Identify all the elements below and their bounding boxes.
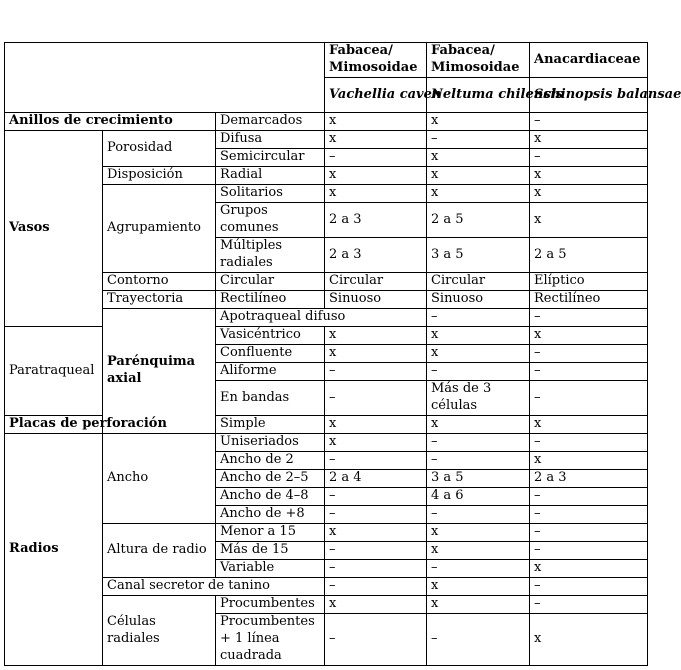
subcategory-trayectoria: Trayectoria [103, 291, 216, 309]
value-cell: – [325, 542, 427, 560]
value-cell: – [325, 614, 427, 666]
feature-solitarios: Solitarios [216, 185, 325, 203]
value-cell: Elíptico [530, 273, 648, 291]
value-cell: – [530, 596, 648, 614]
row-radios-uniseriados [5, 434, 648, 452]
species-header-3: Schinopsis balansae [530, 78, 648, 113]
value-cell: Más de 3 células [427, 381, 530, 416]
value-cell: Circular [325, 273, 427, 291]
value-cell: 3 a 5 [427, 238, 530, 273]
value-cell: 2 a 5 [427, 203, 530, 238]
value-cell: x [530, 203, 648, 238]
value-cell: x [427, 185, 530, 203]
value-cell: x [530, 560, 648, 578]
value-cell: x [427, 524, 530, 542]
family-header-3: Anacardiaceae [530, 43, 648, 78]
value-cell: x [325, 113, 427, 131]
value-cell: – [530, 578, 648, 596]
value-cell: x [427, 113, 530, 131]
category-radios: Radios [5, 434, 103, 666]
header-empty-cell [5, 43, 325, 113]
value-cell: – [530, 149, 648, 167]
feature-multiples-radiales: Múltiples radiales [216, 238, 325, 273]
value-cell: x [427, 149, 530, 167]
feature-circular: Circular [216, 273, 325, 291]
feature-radial: Radial [216, 167, 325, 185]
value-cell: x [530, 614, 648, 666]
feature-rectilineo: Rectilíneo [216, 291, 325, 309]
value-cell: – [530, 113, 648, 131]
value-cell: – [530, 309, 648, 327]
row-parenquima-vasicentrico [5, 327, 648, 345]
value-cell: x [325, 167, 427, 185]
subcategory-agrupamiento: Agrupamiento [103, 185, 216, 273]
subcategory-ancho: Ancho [103, 434, 216, 524]
value-cell: x [427, 345, 530, 363]
value-cell: x [325, 416, 427, 434]
feature-uniseriados: Uniseriados [216, 434, 325, 452]
wood-anatomy-table [4, 42, 681, 666]
category-anillos: Anillos de crecimiento [5, 113, 216, 131]
feature-semicircular: Semicircular [216, 149, 325, 167]
header-family-row [5, 43, 648, 78]
feature-canal-secretor: Canal secretor de tanino [103, 578, 325, 596]
feature-procumbentes-linea: Procumbentes + 1 línea cuadrada [216, 614, 325, 666]
feature-menor-15: Menor a 15 [216, 524, 325, 542]
feature-en-bandas: En bandas [216, 381, 325, 416]
species-header-2: Neltuma chilensis [427, 78, 530, 113]
value-cell: 3 a 5 [427, 470, 530, 488]
value-cell: – [325, 381, 427, 416]
value-cell: – [427, 434, 530, 452]
value-cell: 2 a 3 [325, 238, 427, 273]
value-cell: x [325, 185, 427, 203]
row-vasos-difusa [5, 131, 648, 149]
value-cell: x [530, 131, 648, 149]
feature-vasicentrico: Vasicéntrico [216, 327, 325, 345]
value-cell: Circular [427, 273, 530, 291]
subcategory-contorno: Contorno [103, 273, 216, 291]
value-cell: – [427, 309, 530, 327]
value-cell: x [530, 452, 648, 470]
value-cell: x [427, 542, 530, 560]
value-cell: – [325, 452, 427, 470]
value-cell: – [530, 363, 648, 381]
value-cell: – [530, 542, 648, 560]
value-cell: – [530, 434, 648, 452]
feature-aliforme: Aliforme [216, 363, 325, 381]
value-cell: x [325, 131, 427, 149]
row-placas [5, 416, 648, 434]
value-cell: – [427, 363, 530, 381]
value-cell: x [427, 578, 530, 596]
value-cell: – [325, 488, 427, 506]
value-cell: 2 a 5 [530, 238, 648, 273]
subcategory-porosidad: Porosidad [103, 131, 216, 167]
value-cell: x [530, 416, 648, 434]
value-cell: – [325, 149, 427, 167]
value-cell: – [325, 363, 427, 381]
value-cell: x [427, 596, 530, 614]
feature-procumbentes: Procumbentes [216, 596, 325, 614]
value-cell: x [530, 327, 648, 345]
feature-confluente: Confluente [216, 345, 325, 363]
feature-ancho-8: Ancho de +8 [216, 506, 325, 524]
feature-difusa: Difusa [216, 131, 325, 149]
category-parenquima: Parénquima axial [103, 309, 216, 434]
category-vasos: Vasos [5, 131, 103, 327]
value-cell: x [427, 327, 530, 345]
species-header-1: Vachellia caven [325, 78, 427, 113]
feature-apotraqueal-difuso: Apotraqueal difuso [216, 309, 427, 327]
value-cell: x [325, 596, 427, 614]
value-cell: – [530, 488, 648, 506]
feature-grupos-comunes: Grupos comunes [216, 203, 325, 238]
value-cell: x [530, 185, 648, 203]
value-cell: 4 a 6 [427, 488, 530, 506]
value-cell: 2 a 3 [325, 203, 427, 238]
value-cell: – [427, 452, 530, 470]
value-cell: – [530, 381, 648, 416]
value-cell: x [325, 524, 427, 542]
feature-mas-15: Más de 15 [216, 542, 325, 560]
feature-ancho-2: Ancho de 2 [216, 452, 325, 470]
value-cell: – [530, 345, 648, 363]
value-cell: Rectilíneo [530, 291, 648, 309]
family-header-2: Fabacea/ Mimosoidae [427, 43, 530, 78]
value-cell: – [325, 506, 427, 524]
value-cell: x [325, 434, 427, 452]
feature-ancho-2-5: Ancho de 2–5 [216, 470, 325, 488]
value-cell: – [427, 506, 530, 524]
value-cell: Sinuoso [427, 291, 530, 309]
value-cell: Sinuoso [325, 291, 427, 309]
feature-demarcados: Demarcados [216, 113, 325, 131]
subcategory-altura: Altura de radio [103, 524, 216, 578]
subcategory-celulas-radiales: Células radiales [103, 596, 216, 666]
value-cell: x [325, 345, 427, 363]
feature-ancho-4-8: Ancho de 4–8 [216, 488, 325, 506]
value-cell: x [325, 327, 427, 345]
value-cell: – [427, 614, 530, 666]
value-cell: – [325, 578, 427, 596]
value-cell: – [530, 506, 648, 524]
value-cell: – [325, 560, 427, 578]
family-header-1: Fabacea/ Mimosoidae [325, 43, 427, 78]
value-cell: 2 a 3 [530, 470, 648, 488]
subcategory-disposicion: Disposición [103, 167, 216, 185]
category-placas: Placas de perforación [5, 416, 216, 434]
value-cell: x [427, 167, 530, 185]
value-cell: x [530, 167, 648, 185]
value-cell: – [530, 524, 648, 542]
value-cell: – [427, 560, 530, 578]
value-cell: 2 a 4 [325, 470, 427, 488]
value-cell: – [427, 131, 530, 149]
feature-variable: Variable [216, 560, 325, 578]
feature-simple: Simple [216, 416, 325, 434]
row-anillos [5, 113, 648, 131]
subcategory-paratraqueal: Paratraqueal [5, 327, 103, 416]
value-cell: x [427, 416, 530, 434]
